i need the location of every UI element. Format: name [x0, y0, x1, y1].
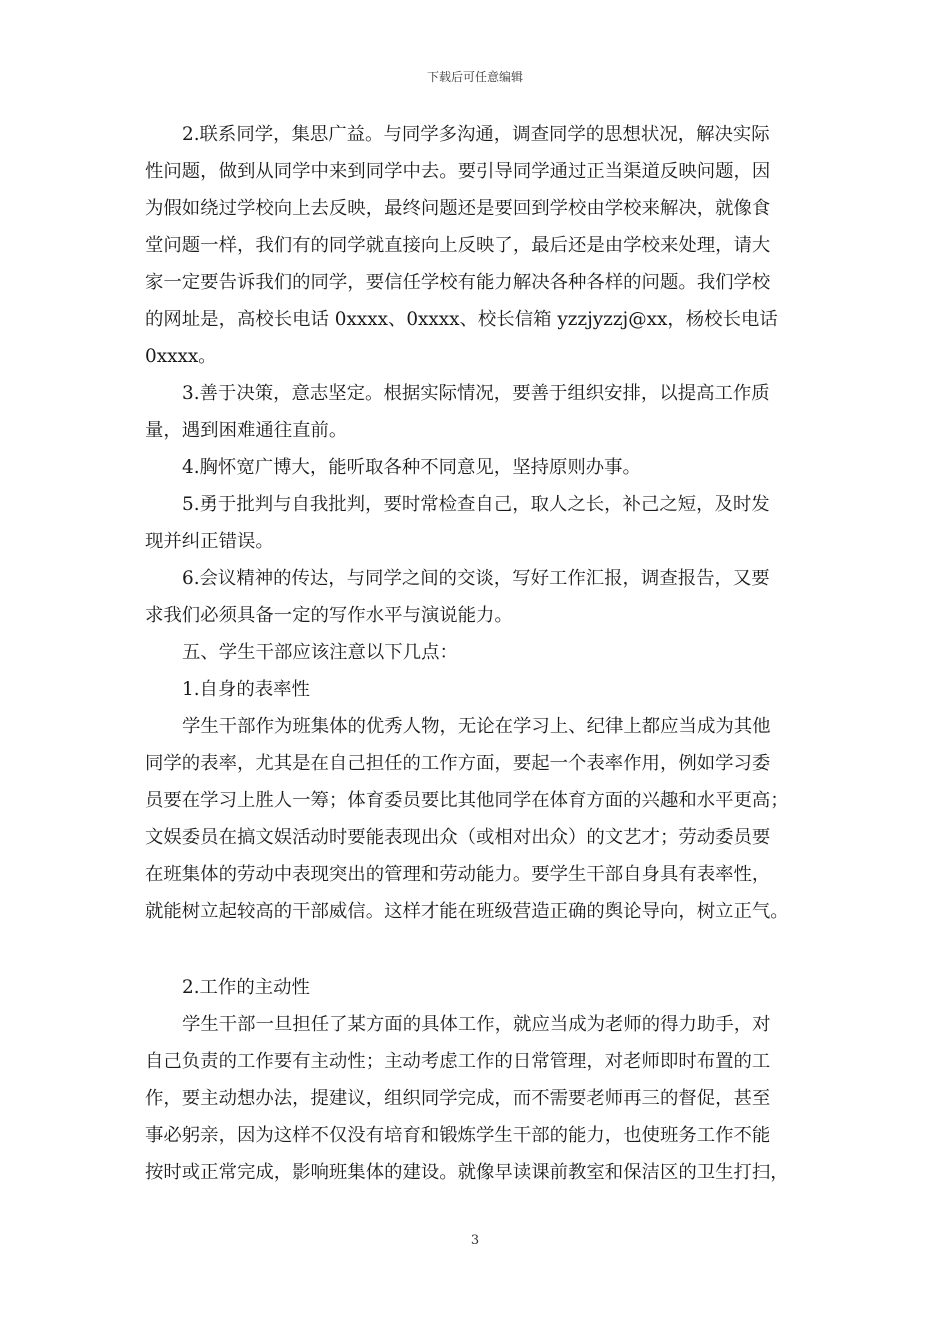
paragraph — [145, 116, 810, 375]
text-line: 自己负责的工作要有主动性；主动考虑工作的日常管理，对老师即时布置的工 — [145, 1051, 771, 1072]
text-line: 为假如绕过学校向上去反映，最终问题还是要回到学校由学校来解决，就像食 — [145, 198, 771, 219]
text-line: 堂问题一样，我们有的同学就直接向上反映了，最后还是由学校来处理，请大 — [145, 235, 771, 256]
text-line: 0xxxx。 — [145, 346, 217, 367]
text-line: 文娱委员在搞文娱活动时要能表现出众（或相对出众）的文艺才；劳动委员要 — [145, 827, 771, 848]
text-line: 现并纠正错误。 — [145, 531, 274, 552]
text-line: 学生干部作为班集体的优秀人物，无论在学习上、纪律上都应当成为其他 — [182, 716, 771, 737]
subsection-heading — [145, 671, 810, 708]
text-line: 2.工作的主动性 — [182, 977, 310, 998]
text-line: 事必躬亲，因为这样不仅没有培育和锻炼学生干部的能力，也使班务工作不能 — [145, 1125, 771, 1146]
text-line: 的网址是，高校长电话 0xxxx、0xxxx、校长信箱 yzzjyzzj@xx，杨校长电话 — [145, 309, 778, 330]
text-line: 1.自身的表率性 — [182, 679, 310, 700]
text-line: 2.联系同学，集思广益。与同学多沟通，调查同学的思想状况，解决实际 — [182, 124, 770, 145]
text-line: 员要在学习上胜人一筹；体育委员要比其他同学在体育方面的兴趣和水平更高； — [145, 790, 789, 811]
text-line: 五、学生干部应该注意以下几点： — [182, 642, 458, 663]
page-number: 3 — [470, 1233, 480, 1248]
text-line: 同学的表率，尤其是在自己担任的工作方面，要起一个表率作用，例如学习委 — [145, 753, 771, 774]
text-line: 3.善于决策，意志坚定。根据实际情况，要善于组织安排，以提高工作质 — [182, 383, 770, 404]
section-heading — [145, 634, 810, 671]
subsection-heading — [145, 969, 810, 1006]
text-line: 量，遇到困难通往直前。 — [145, 420, 348, 441]
page-header: 下载后可任意编辑 — [426, 70, 523, 84]
text-line: 就能树立起较高的干部威信。这样才能在班级营造正确的舆论导向，树立正气。 — [145, 901, 789, 922]
paragraph — [145, 449, 810, 486]
paragraph — [145, 560, 810, 634]
text-line: 6.会议精神的传达，与同学之间的交谈，写好工作汇报，调查报告，又要 — [182, 568, 770, 589]
paragraph — [145, 486, 810, 560]
text-line: 性问题，做到从同学中来到同学中去。要引导同学通过正当渠道反映问题，因 — [145, 161, 771, 182]
document-body — [145, 116, 810, 1191]
text-line: 按时或正常完成，影响班集体的建设。就像早读课前教室和保洁区的卫生打扫， — [145, 1162, 789, 1183]
text-line: 5.勇于批判与自我批判，要时常检查自己，取人之长，补己之短，及时发 — [182, 494, 770, 515]
paragraph — [145, 375, 810, 449]
text-line: 学生干部一旦担任了某方面的具体工作，就应当成为老师的得力助手，对 — [182, 1014, 771, 1035]
paragraph — [145, 1006, 810, 1191]
paragraph-spacer — [145, 930, 810, 969]
text-line: 在班集体的劳动中表现突出的管理和劳动能力。要学生干部自身具有表率性， — [145, 864, 771, 885]
text-line: 家一定要告诉我们的同学，要信任学校有能力解决各种各样的问题。我们学校 — [145, 272, 771, 293]
paragraph — [145, 708, 810, 930]
text-line: 求我们必须具备一定的写作水平与演说能力。 — [145, 605, 513, 626]
text-line: 作，要主动想办法，提建议，组织同学完成，而不需要老师再三的督促，甚至 — [145, 1088, 771, 1109]
text-line: 4.胸怀宽广博大，能听取各种不同意见，坚持原则办事。 — [182, 457, 641, 478]
